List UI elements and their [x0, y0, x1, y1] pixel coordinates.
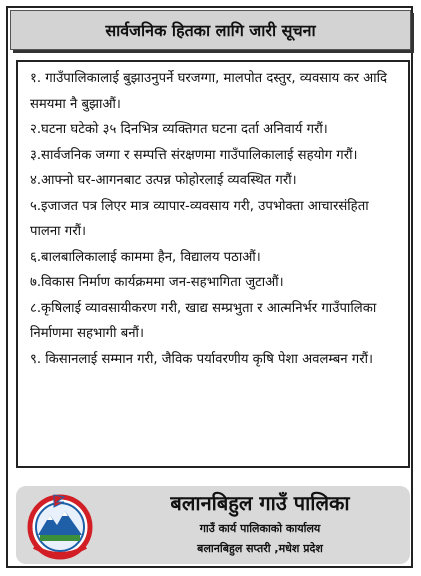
notice-item-9: ९. किसानलाई सम्मान गरी, जैविक पर्यावरणीय कृषि पेशा अवलम्बन गरौं।: [30, 351, 373, 367]
footer-banner: [16, 486, 410, 564]
office-name: गाउँ कार्य पालिकाको कार्यालय: [199, 522, 321, 535]
municipality-emblem-icon: [24, 489, 96, 561]
notice-item-5: ५.इजाजत पत्र लिएर मात्र व्यापार-व्यवसाय गरी, उपभोक्ता आचारसंहिता पालना गरौं।: [30, 198, 369, 239]
notice-item-3: ३.सार्वजनिक जग्गा र सम्पत्ति संरक्षणमा गाउँपालिकालाई सहयोग गरौं।: [30, 147, 358, 163]
notice-item-6: ६.बालबालिकालाई काममा हैन, विद्यालय पठाऔं।: [30, 249, 261, 265]
notice-item-7: ७.विकास निर्माण कार्यक्रममा जन-सहभागिता जुटाऔं।: [30, 275, 284, 290]
notice-item-1: १. गाउँपालिकालाई बुझाउनुपर्ने घरजग्गा, मालपोत दस्तुर, व्यवसाय कर आदि समयमा नै बुझाऔं।: [30, 71, 388, 112]
notice-item-4: ४.आफ्नो घर-आगनबाट उत्पन्न फोहोरलाई व्यवस्थित गरौं।: [30, 173, 297, 188]
notice-item-2: २.घटना घटेको ३५ दिनभित्र व्यक्तिगत घटना दर्ता अनिवार्य गरौं।: [30, 122, 328, 137]
office-address: बलानबिहुल सप्तरी ,मधेश प्रदेश: [197, 542, 323, 555]
notice-item-8: ८.कृषिलाई व्यावसायीकरण गरी, खाद्य सम्प्रभुता र आत्मनिर्भर गाउँपालिका निर्माणमा सहभागी बनौं।: [30, 300, 377, 341]
notice-list: [16, 60, 410, 468]
municipality-name: बलानबिहुल गाउँ पालिका: [170, 491, 350, 515]
notice-title: सार्वजनिक हितका लागि जारी सूचना: [10, 10, 411, 50]
